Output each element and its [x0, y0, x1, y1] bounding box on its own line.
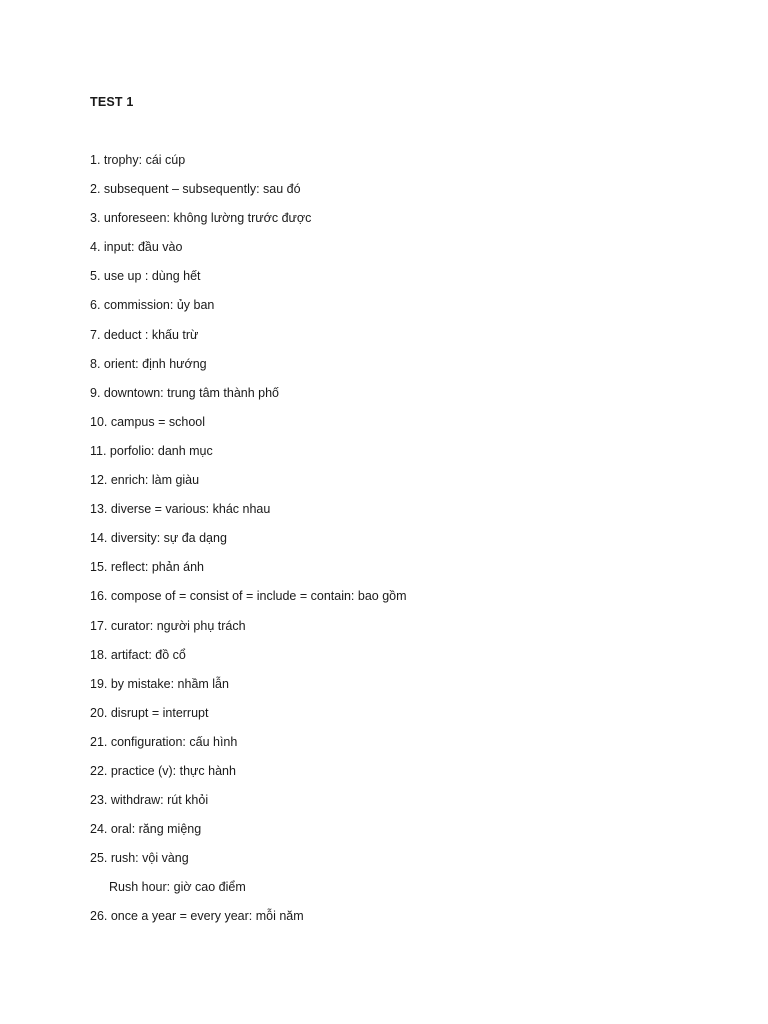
list-item: 22. practice (v): thực hành	[90, 763, 236, 778]
list-item: 18. artifact: đồ cổ	[90, 647, 186, 662]
list-item: 16. compose of = consist of = include = contain: bao gồm	[90, 589, 407, 604]
list-item: 14. diversity: sự đa dạng	[90, 531, 227, 546]
list-item: 5. use up : dùng hết	[90, 269, 201, 284]
list-item: 12. enrich: làm giàu	[90, 473, 200, 488]
list-item-sub: Rush hour: giờ cao điểm	[109, 880, 246, 895]
list-item: 13. diverse = various: khác nhau	[90, 502, 271, 517]
list-item: 21. configuration: cấu hình	[90, 734, 238, 749]
list-item: 3. unforeseen: không lường trước được	[90, 211, 312, 226]
list-item: 4. input: đầu vào	[90, 240, 183, 255]
list-item: 23. withdraw: rút khỏi	[90, 793, 209, 808]
list-item: 8. orient: định hướng	[90, 356, 207, 371]
list-item: 9. downtown: trung tâm thành phố	[90, 385, 280, 400]
list-item: 6. commission: ủy ban	[90, 298, 215, 313]
list-item: 26. once a year = every year: mỗi năm	[90, 909, 304, 924]
list-item: 25. rush: vội vàng	[90, 851, 189, 866]
list-item: 7. deduct : khấu trừ	[90, 327, 199, 342]
list-item: 2. subsequent – subsequently: sau đó	[90, 182, 301, 197]
list-item: 19. by mistake: nhầm lẫn	[90, 676, 229, 691]
list-item: 17. curator: người phụ trách	[90, 618, 246, 633]
document-title: TEST 1	[90, 95, 134, 109]
list-item: 1. trophy: cái cúp	[90, 153, 186, 167]
list-item: 10. campus = school	[90, 414, 205, 429]
vocabulary-list	[90, 150, 407, 936]
list-item: 15. reflect: phản ánh	[90, 560, 204, 575]
list-item: 11. porfolio: danh mục	[90, 443, 213, 458]
list-item: 20. disrupt = interrupt	[90, 705, 209, 720]
list-item: 24. oral: răng miệng	[90, 822, 202, 837]
